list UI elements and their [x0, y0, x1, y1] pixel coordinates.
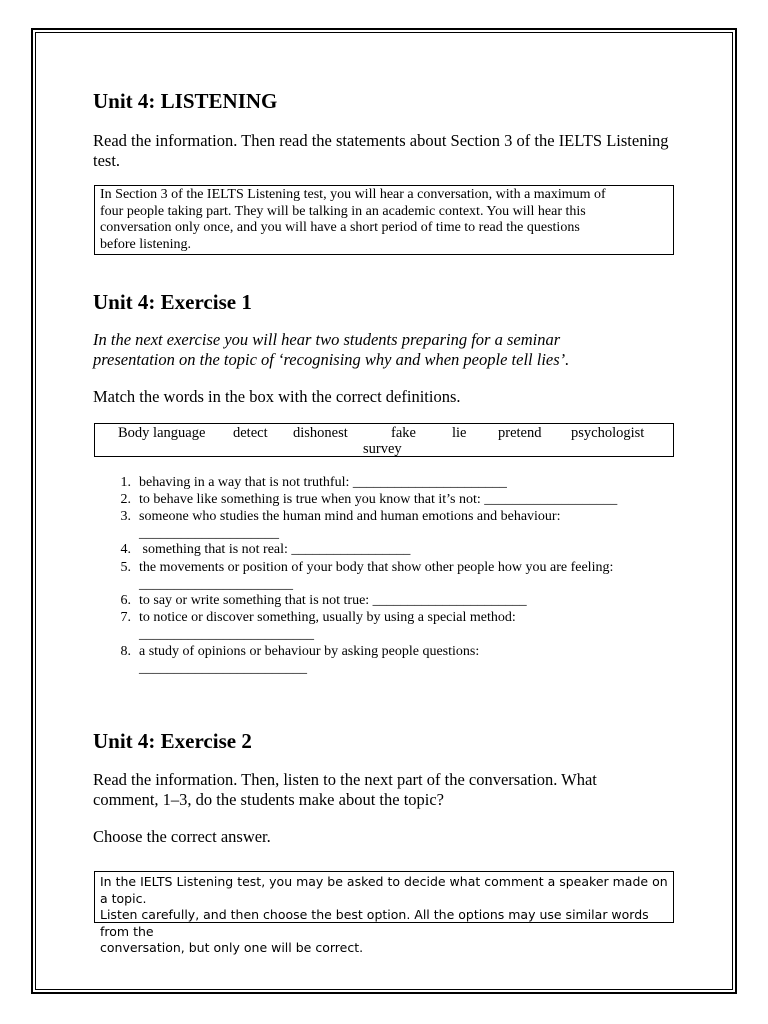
- item-text: behaving in a way that is not truthful: ______________________: [139, 475, 507, 490]
- item-number: 2.: [120, 492, 131, 507]
- info-box-section3: [94, 185, 674, 255]
- word-survey: survey: [363, 441, 402, 457]
- intro-text: Read the information. Then read the statements about Section 3 of the IELTS Listening test.: [93, 131, 669, 170]
- exercise1-instruction: Match the words in the box with the correct definitions.: [93, 387, 461, 406]
- word-body-language: Body language: [118, 425, 206, 441]
- italic-line: presentation on the topic of ‘recognising why and when people tell lies’.: [93, 350, 570, 369]
- item-text: something that is not real: _________________: [139, 542, 411, 557]
- info-line: In Section 3 of the IELTS Listening test, you will hear a conversation, with a maximum of: [100, 187, 606, 202]
- item-number: 5.: [120, 560, 131, 575]
- word-pretend: pretend: [498, 425, 542, 441]
- exercise2-heading: Unit 4: Exercise 2: [93, 729, 252, 753]
- item-answer-line: ____________________: [139, 526, 279, 541]
- item-number: 4.: [120, 542, 131, 557]
- word-dishonest: dishonest: [293, 425, 348, 441]
- word-fake: fake: [391, 425, 416, 441]
- item-answer-line: ______________________: [139, 577, 293, 592]
- exercise2-instruction: Choose the correct answer.: [93, 827, 271, 846]
- item-number: 1.: [120, 475, 131, 490]
- item-text: to notice or discover something, usually by using a special method:: [139, 610, 516, 625]
- word-psychologist: psychologist: [571, 425, 645, 441]
- info-line: four people taking part. They will be talking in an academic context. You will hear this: [100, 203, 586, 219]
- exercise1-italic-intro: [93, 330, 683, 370]
- item-text: to behave like something is true when you know that it’s not: ___________________: [139, 492, 618, 507]
- intro-line: comment, 1–3, do the students make about the topic?: [93, 790, 445, 809]
- item-number: 7.: [120, 610, 131, 625]
- info-line: conversation, but only one will be correct.: [100, 940, 364, 955]
- item-text: a study of opinions or behaviour by asking people questions:: [139, 644, 480, 659]
- info-line: before listening.: [100, 236, 191, 252]
- item-number: 8.: [120, 644, 131, 659]
- info-line: Listen carefully, and then choose the best option. All the options may use similar words from the: [100, 907, 649, 939]
- word-box: [94, 423, 674, 457]
- unit-heading: Unit 4: LISTENING: [93, 89, 278, 113]
- item-number: 6.: [120, 593, 131, 608]
- item-text: to say or write something that is not true: ______________________: [139, 593, 527, 608]
- item-answer-line: _________________________: [139, 627, 314, 642]
- exercise1-heading: Unit 4: Exercise 1: [93, 290, 252, 314]
- item-number: 3.: [120, 509, 131, 524]
- item-text: someone who studies the human mind and human emotions and behaviour:: [139, 509, 561, 524]
- italic-line: In the next exercise you will hear two students preparing for a seminar: [93, 330, 561, 349]
- item-text: the movements or position of your body that show other people how you are feeling:: [139, 560, 614, 575]
- item-answer-line: ________________________: [139, 661, 307, 676]
- exercise2-intro: [93, 770, 683, 810]
- info-box-comments: [94, 871, 674, 955]
- word-detect: detect: [233, 425, 268, 441]
- intro-line: Read the information. Then, listen to the next part of the conversation. What: [93, 770, 597, 789]
- info-line: In the IELTS Listening test, you may be asked to decide what comment a speaker made on a topic.: [100, 874, 668, 906]
- word-lie: lie: [452, 425, 467, 441]
- info-line: conversation only once, and you will have a short period of time to read the questions: [100, 220, 580, 235]
